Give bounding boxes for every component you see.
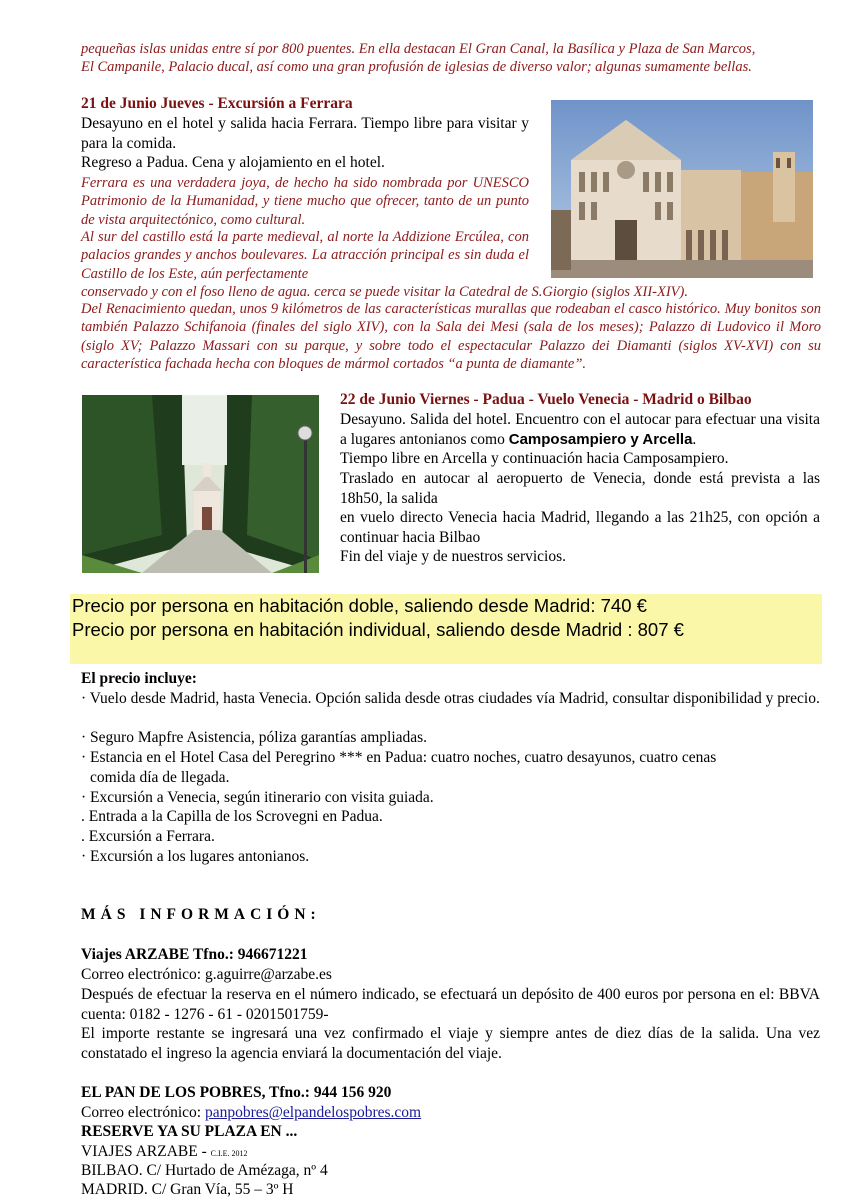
arzabe-title: Viajes ARZABE Tfno.: 946671221 xyxy=(81,946,308,963)
day21-paragraph-2: Regreso a Padua. Cena y alojamiento en el hotel. xyxy=(81,154,385,171)
pan-email-label: Correo electrónico: xyxy=(81,1104,205,1121)
includes-item-4: · Excursión a Venecia, según itinerario con visita guiada. xyxy=(81,789,434,806)
arzabe-email: Correo electrónico: g.aguirre@arzabe.es xyxy=(81,966,332,983)
day22-paragraph-3: Traslado en autocar al aeropuerto de Venecia, donde está prevista a las 18h50, la salida xyxy=(340,470,820,507)
includes-item-5: . Entrada a la Capilla de los Scrovegni en Padua. xyxy=(81,808,383,825)
includes-item-6: . Excursión a Ferrara. xyxy=(81,828,215,845)
day22-p1-text: Desayuno. Salida del hotel. Encuentro con el autocar para efectuar una visita a lugares antonianos como xyxy=(340,411,820,448)
agency-name: VIAJES ARZABE - xyxy=(81,1143,211,1160)
pan-email-link[interactable]: panpobres@elpandelospobres.com xyxy=(204,1104,422,1121)
includes-title: El precio incluye: xyxy=(81,670,197,687)
intro-line-1: pequeñas islas unidas entre sí por 800 puentes. En ella destacan El Gran Canal, la Basílica y Plaza de San Marcos, xyxy=(81,41,756,57)
day21-italic-3: conservado y con el foso lleno de agua. cerca se puede visitar la Catedral de S.Giorgio (siglos XII-XIV). xyxy=(81,284,688,300)
madrid-address: MADRID. C/ Gran Vía, 55 – 3º H xyxy=(81,1181,294,1198)
day22-p1-end: . xyxy=(692,430,697,448)
price-double: Precio por persona en habitación doble, saliendo desde Madrid: 740 € xyxy=(72,595,647,616)
day22-title: 22 de Junio Viernes - Padua - Vuelo Venecia - Madrid o Bilbao xyxy=(340,391,752,408)
price-single: Precio por persona en habitación individual, saliendo desde Madrid : 807 € xyxy=(72,619,684,640)
day21-italic-2: Al sur del castillo está la parte medieval, al norte la Addizione Ercúlea, con palacios grandes y anchos boulevares. La atracción principal es sin duda el Castillo de los Este, aún perfectamente xyxy=(81,229,529,282)
day22-paragraph-4: en vuelo directo Venecia hacia Madrid, llegando a las 21h25, con opción a continuar hacia Bilbao xyxy=(340,509,820,546)
day22-paragraph-5: Fin del viaje y de nuestros servicios. xyxy=(340,548,566,565)
includes-item-3: · Estancia en el Hotel Casa del Peregrino *** en Padua: cuatro noches, cuatro desayunos, cuatro cenas xyxy=(81,749,717,766)
reserve-text: RESERVE YA SU PLAZA EN ... xyxy=(81,1123,298,1140)
includes-item-2: · Seguro Mapfre Asistencia, póliza garantías ampliadas. xyxy=(81,729,428,746)
deposit-text: Después de efectuar la reserva en el número indicado, se efectuará un depósito de 400 euros por persona en el: BBVA cuenta: 0182 - 1276 - 61 - 0201501759- xyxy=(81,986,820,1023)
day22-p1-bold: Camposampiero y Arcella xyxy=(508,430,693,448)
includes-item-1: · Vuelo desde Madrid, hasta Venecia. Opción salida desde otras ciudades vía Madrid, consultar disponibilidad y precio. xyxy=(81,690,820,707)
day21-italic-1: Ferrara es una verdadera joya, de hecho ha sido nombrada por UNESCO Patrimonio de la Humanidad, y tiene mucho que ofrecer, tanto de un punto de vista arquitectónico, como cultural. xyxy=(81,175,529,228)
day21-paragraph-1: Desayuno en el hotel y salida hacia Ferrara. Tiempo libre para visitar y para la comida. xyxy=(81,115,529,152)
day22-paragraph-1 xyxy=(340,410,820,449)
more-info-title: MÁS INFORMACIÓN: xyxy=(81,906,321,923)
day21-title: 21 de Junio Jueves - Excursión a Ferrara xyxy=(81,95,353,112)
agency-cie: C.I.E. 2012 xyxy=(210,1149,248,1158)
day22-paragraph-2: Tiempo libre en Arcella y continuación hacia Camposampiero. xyxy=(340,450,729,467)
intro-line-2: El Campanile, Palacio ducal, así como una gran profusión de iglesias de diverso valor; algunas sumamente bellas. xyxy=(81,58,752,75)
pan-email-row xyxy=(81,1103,421,1123)
pan-title: EL PAN DE LOS POBRES, Tfno.: 944 156 920 xyxy=(81,1084,392,1101)
ferrara-cathedral-photo xyxy=(551,100,813,278)
includes-item-7: · Excursión a los lugares antonianos. xyxy=(81,848,310,865)
intro-text xyxy=(81,41,821,76)
remainder-text: El importe restante se ingresará una vez confirmado el viaje y siempre antes de diez días de la salida. Una vez constatado el ingreso la agencia enviará la documentación del viaje. xyxy=(81,1025,820,1062)
includes-item-3-cont: comida día de llegada. xyxy=(90,769,230,786)
chapel-avenue-photo xyxy=(82,395,319,573)
day21-italic-4: Del Renacimiento quedan, unos 9 kilómetros de las características murallas que rodeaban el casco histórico. Muy bonitos son también Palazzo Schifanoia (finales del siglo XIV), con la Sala dei Mesi (sala de los meses); Palazzo di Ludovico il Moro (siglo XV; Palazzo Massari con su parque, y sobre todo el espectacular Palazzo dei Diamanti (siglos XV-XVI) con su característica fachada hecha con bloques de mármol cortados “a punta de diamante”. xyxy=(81,301,821,372)
price-box xyxy=(70,594,822,664)
bilbao-address: BILBAO. C/ Hurtado de Amézaga, nº 4 xyxy=(81,1162,328,1179)
